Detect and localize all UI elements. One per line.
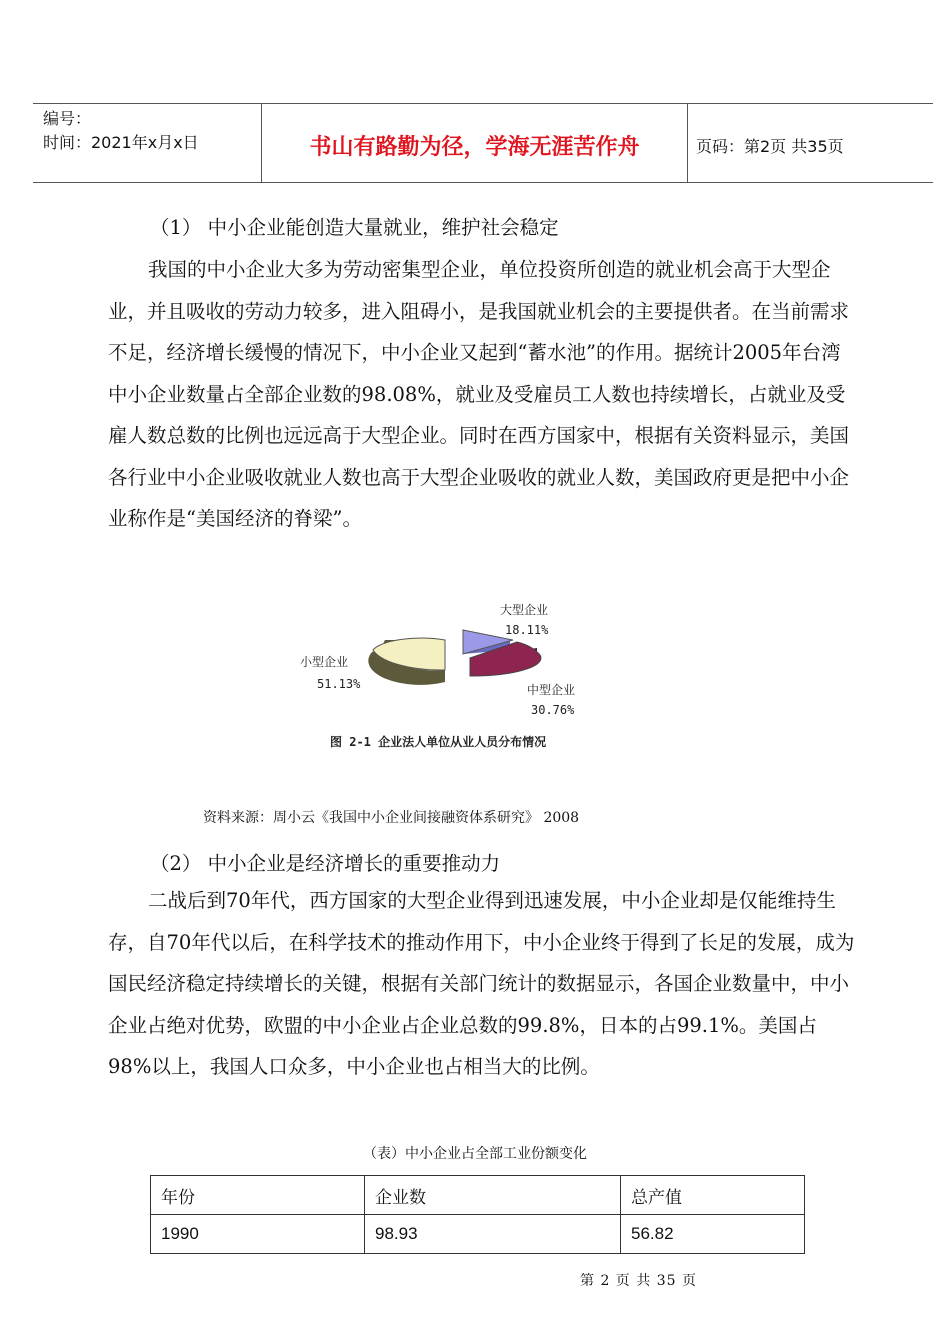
section1-paragraph (108, 249, 858, 540)
header-meta-cell (33, 104, 262, 182)
table-cell: 56.82 (621, 1215, 805, 1254)
header-motto: 书山有路勤为径，学海无涯苦作舟 (309, 135, 640, 160)
label-medium: 中型企业 (527, 683, 576, 697)
label-large: 大型企业 (500, 603, 549, 617)
table-header-cell: 年份 (151, 1176, 365, 1215)
header-motto-cell (262, 104, 688, 182)
table-caption: （表）中小企业占全部工业份额变化 (363, 1146, 587, 1162)
source-note: 资料来源：周小云《我国中小企业间接融资体系研究》 2008 (203, 810, 580, 826)
table-header-row (151, 1176, 805, 1215)
header-page-cell (688, 104, 933, 182)
section2-paragraph (108, 880, 858, 1088)
value-medium: 30.76% (531, 703, 575, 717)
header-page-label: 页码：第2页 共35页 (696, 137, 844, 156)
value-small: 51.13% (317, 677, 361, 691)
document-number-label: 编号： (43, 109, 92, 128)
section2-paragraph-text: 二战后到70年代，西方国家的大型企业得到迅速发展，中小企业却是仅能维持生存，自70年代以后，在科学技术的推动作用下，中小企业终于得到了长足的发展，成为国民经济稳定持续增长的关键，根据有关部门统计的数据显示，各国企业数量中，中小企业占绝对优势，欧盟的中小企业占企业总数的99.8%，日本的占99.1%。美国占98%以上，我国人口众多，中小企业也占相当大的比例。 (108, 889, 855, 1078)
slice-small (368, 638, 445, 685)
page-footer: 第 2 页 共 35 页 (580, 1273, 697, 1289)
section2-heading: （2） 中小企业是经济增长的重要推动力 (150, 852, 501, 875)
share-table (150, 1175, 805, 1254)
section1-heading: （1） 中小企业能创造大量就业，维护社会稳定 (150, 216, 559, 239)
section1-paragraph-text: 我国的中小企业大多为劳动密集型企业，单位投资所创造的就业机会高于大型企业，并且吸收的劳动力较多，进入阻碍小，是我国就业机会的主要提供者。在当前需求不足，经济增长缓慢的情况下，中小企业又起到“蓄水池”的作用。据统计2005年台湾中小企业数量占全部企业数的98.08%，就业及受雇员工人数也持续增长，占就业及受雇人数总数的比例也远远高于大型企业。同时在西方国家中，根据有关资料显示，美国各行业中小企业吸收就业人数也高于大型企业吸收的就业人数，美国政府更是把中小企业称作是“美国经济的脊梁”。 (108, 258, 850, 530)
pie-chart (295, 600, 635, 760)
table-row (151, 1215, 805, 1254)
chart-caption: 图 2-1 企业法人单位从业人员分布情况 (330, 735, 547, 749)
document-time-label: 时间：2021年x月x日 (43, 133, 199, 152)
value-large: 18.11% (505, 623, 549, 637)
page-header (33, 103, 933, 183)
table-header-cell: 总产值 (621, 1176, 805, 1215)
table-cell: 1990 (151, 1215, 365, 1254)
label-small: 小型企业 (300, 655, 349, 669)
table-header-cell: 企业数 (365, 1176, 621, 1215)
table-cell: 98.93 (365, 1215, 621, 1254)
